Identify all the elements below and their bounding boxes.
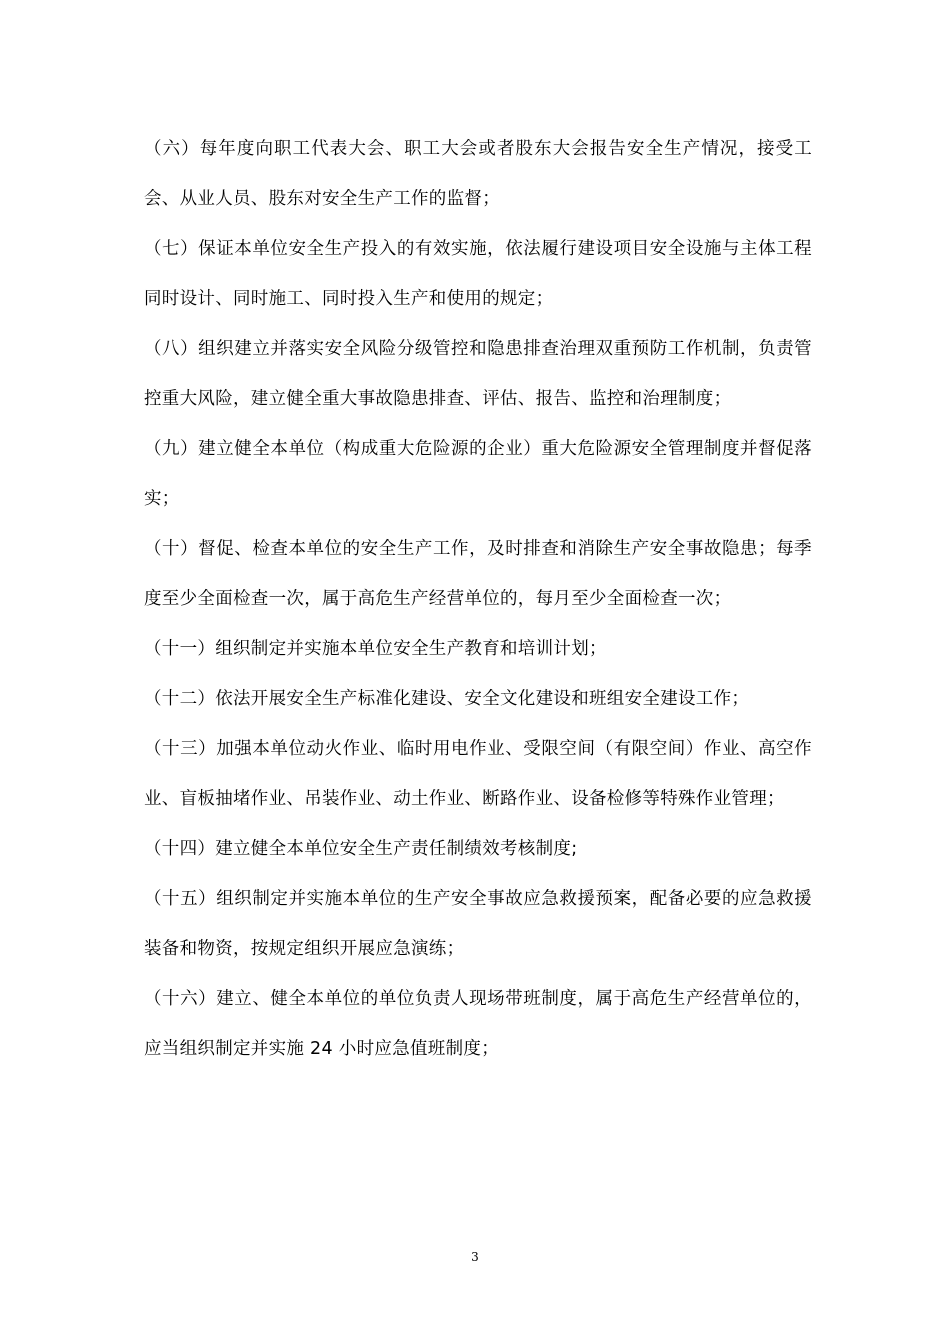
- paragraph-item-11: （十一）组织制定并实施本单位安全生产教育和培训计划；: [144, 639, 607, 659]
- paragraph-item-16: （十六）建立、健全本单位的单位负责人现场带班制度，属于高危生产经营单位的，应当组织制定并实施 24 小时应急值班制度；: [144, 989, 812, 1059]
- page-number: 3: [471, 1250, 479, 1264]
- paragraph-item-10: （十）督促、检查本单位的安全生产工作，及时排查和消除生产安全事故隐患；每季度至少全面检查一次，属于高危生产经营单位的，每月至少全面检查一次；: [144, 539, 812, 609]
- paragraph-item-8: （八）组织建立并落实安全风险分级管控和隐患排查治理双重预防工作机制，负责管控重大风险，建立健全重大事故隐患排查、评估、报告、监控和治理制度；: [144, 339, 812, 409]
- paragraph-item-7: （七）保证本单位安全生产投入的有效实施，依法履行建设项目安全设施与主体工程同时设计、同时施工、同时投入生产和使用的规定；: [144, 239, 812, 309]
- paragraph-item-14: （十四）建立健全本单位安全生产责任制绩效考核制度;: [144, 839, 578, 859]
- paragraph-item-9: （九）建立健全本单位（构成重大危险源的企业）重大危险源安全管理制度并督促落实；: [144, 439, 812, 509]
- paragraph-item-6: （六）每年度向职工代表大会、职工大会或者股东大会报告安全生产情况，接受工会、从业人员、股东对安全生产工作的监督；: [144, 139, 812, 209]
- document-body: [144, 124, 812, 1074]
- paragraph-item-15: （十五）组织制定并实施本单位的生产安全事故应急救援预案，配备必要的应急救援装备和物资，按规定组织开展应急演练；: [144, 889, 812, 959]
- paragraph-item-13: （十三）加强本单位动火作业、临时用电作业、受限空间（有限空间）作业、高空作业、盲板抽堵作业、吊装作业、动土作业、断路作业、设备检修等特殊作业管理；: [144, 739, 812, 809]
- paragraph-item-12: （十二）依法开展安全生产标准化建设、安全文化建设和班组安全建设工作；: [144, 689, 750, 709]
